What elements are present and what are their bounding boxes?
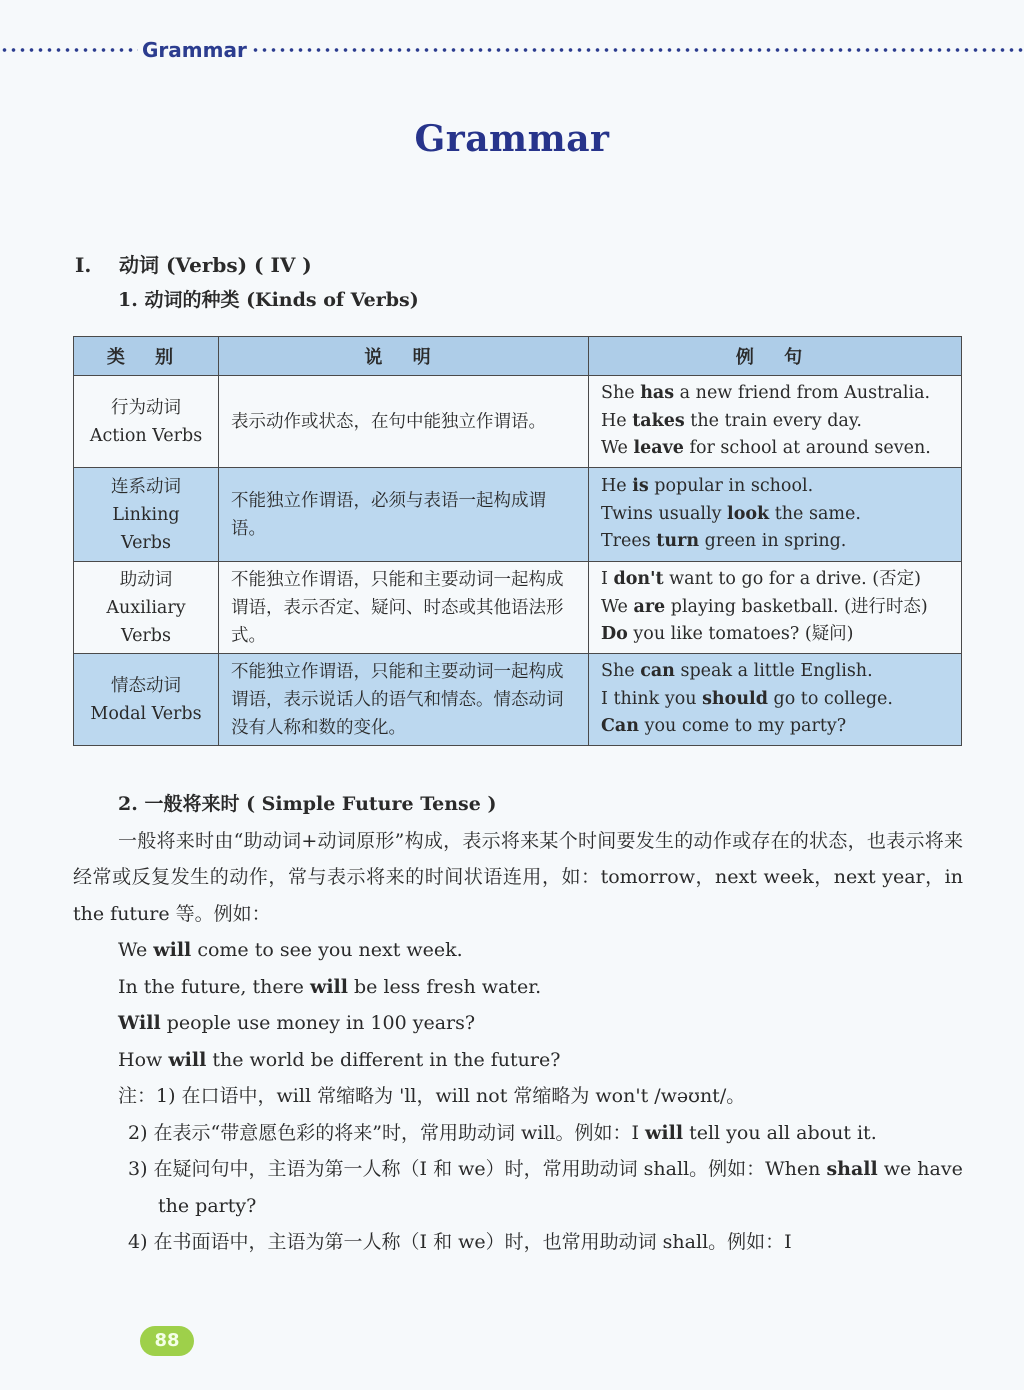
examples-cell [589,376,962,468]
note-1: 注：1) 在口语中，will 常缩略为 'll，will not 常缩略为 won't /wəʊnt/。 [118,1085,746,1107]
table-row [74,562,962,654]
category-cell: 行为动词 Action Verbs [74,376,219,468]
dotted-rule-left [0,48,138,52]
example-sentence: She can speak a little English. [601,661,873,682]
future-tense-intro: 一般将来时由“助动词+动词原形”构成，表示将来某个时间要发生的动作或存在的状态，也表示将来经常或反复发生的动作，常与表示将来的时间状语连用，如：tomorrow，next week，next year，in the future 等。例如： [73,829,963,925]
example-sentence: How will the world be different in the future? [118,1048,561,1071]
description-cell: 不能独立作谓语，只能和主要动词一起构成谓语，表示说话人的语气和情态。情态动词没有人称和数的变化。 [219,654,589,746]
table-header-row [74,337,962,376]
example-sentence: Can you come to my party? [601,716,847,737]
table-row [74,468,962,562]
verb-kinds-table [73,336,962,746]
table-row [74,376,962,468]
examples-cell [589,654,962,746]
note-2: 2) 在表示“带意愿色彩的将来”时，常用助动词 will。例如：I will tell you all about it. [128,1121,877,1144]
note-4: 4) 在书面语中，主语为第一人称（I 和 we）时，也常用助动词 shall。例如：I [128,1231,792,1253]
example-sentence: He takes the train every day. [601,410,862,431]
description-cell: 表示动作或状态，在句中能独立作谓语。 [219,376,589,468]
subsection-heading: 1. 动词的种类 (Kinds of Verbs) [118,289,419,311]
example-sentence: She has a new friend from Australia. [601,383,931,404]
page-title: Grammar [414,118,610,160]
header-description: 说 明 [219,337,589,376]
example-sentence: In the future, there will be less fresh water. [118,975,542,998]
header-examples: 例 句 [589,337,962,376]
category-cell: 助动词 Auxiliary Verbs [74,562,219,654]
category-cell: 情态动词 Modal Verbs [74,654,219,746]
example-sentence: We leave for school at around seven. [601,438,931,459]
running-header [0,30,1024,70]
description-cell: 不能独立作谓语，必须与表语一起构成谓语。 [219,468,589,562]
future-tense-section [73,786,963,1261]
category-cell: 连系动词 Linking Verbs [74,468,219,562]
example-sentence: Do you like tomatoes? (疑问) [601,624,854,645]
example-sentence: Will people use money in 100 years? [118,1012,476,1034]
examples-cell [589,468,962,562]
page-number-badge: 88 [140,1326,194,1356]
description-cell: 不能独立作谓语，只能和主要动词一起构成谓语，表示否定、疑问、时态或其他语法形式。 [219,562,589,654]
example-sentence: Trees turn green in spring. [601,531,847,552]
example-sentence: I don't want to go for a drive. (否定) [601,569,921,590]
note-3: 3) 在疑问句中，主语为第一人称（I 和 we）时，常用助动词 shall。例如：When shall we have the party? [128,1158,963,1217]
future-tense-heading: 2. 一般将来时 ( Simple Future Tense ) [118,793,497,815]
example-sentence: Twins usually look the same. [601,503,861,524]
section-number: I. [75,253,92,277]
section-heading [75,249,312,278]
section-title: 动词 (Verbs) ( IV ) [119,253,312,277]
table-row [74,654,962,746]
running-header-title: Grammar [142,38,247,62]
example-sentence: We are playing basketball. (进行时态) [601,596,928,617]
dotted-rule-right [251,48,1024,52]
example-sentence: I think you should go to college. [601,688,893,709]
examples-cell [589,562,962,654]
example-sentence: He is popular in school. [601,476,814,497]
example-sentence: We will come to see you next week. [118,939,463,961]
header-category: 类 别 [74,337,219,376]
